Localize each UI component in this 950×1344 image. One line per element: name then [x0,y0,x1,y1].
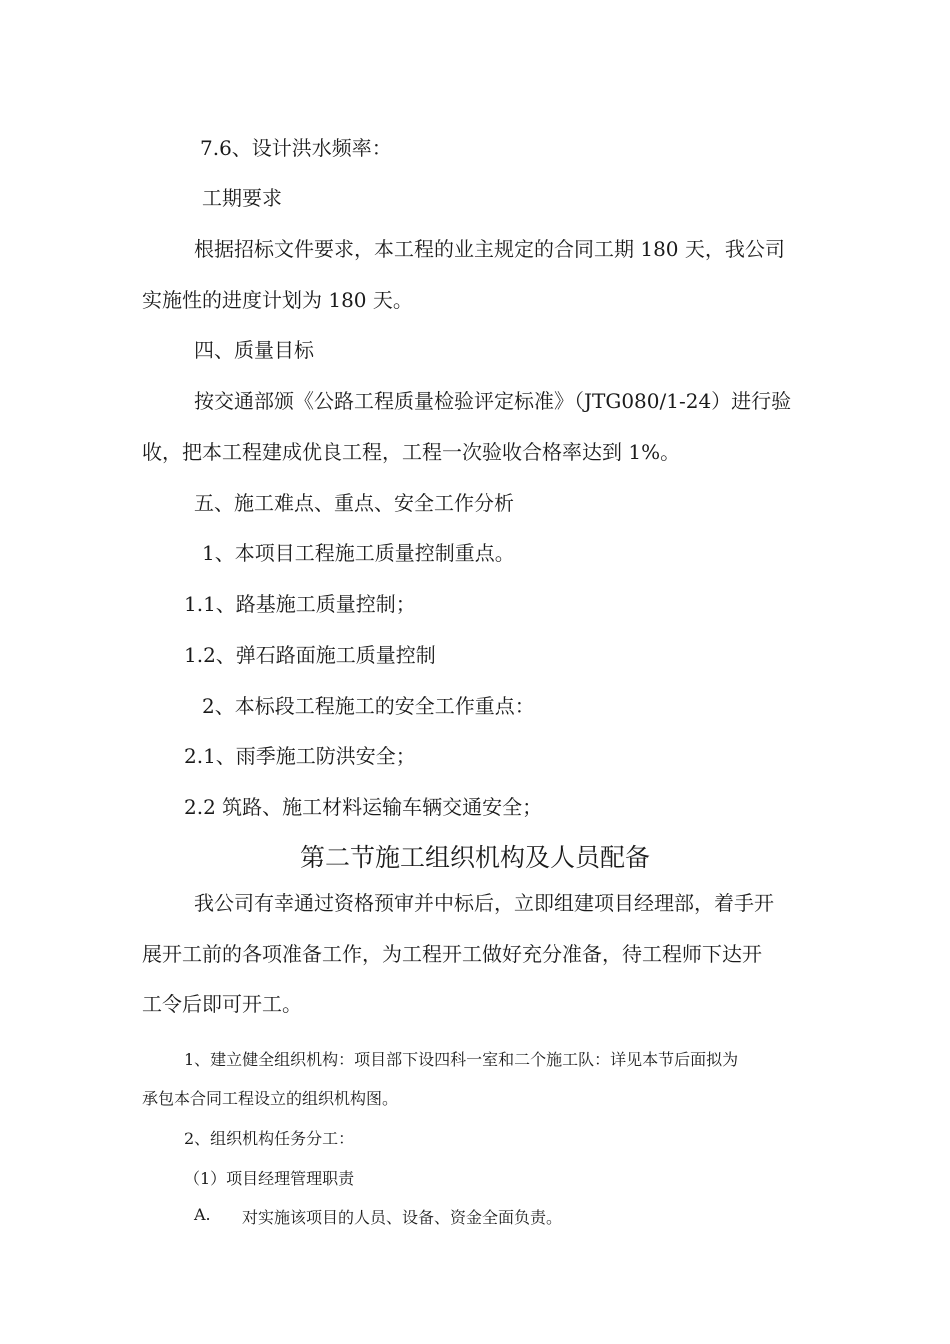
list-item: 2.2 筑路、施工材料运输车辆交通安全； [184,795,543,819]
paragraph-line: 按交通部颁《公路工程质量检验评定标准》（JTG080/1-24）进行验 [194,389,792,413]
list-item: 2.1、雨季施工防洪安全； [184,744,416,768]
section-heading-quality: 四、质量目标 [194,338,314,362]
paragraph-line: 工令后即可开工。 [142,992,302,1016]
list-item: 1、本项目工程施工质量控制重点。 [202,541,515,565]
list-item: 2、组织机构任务分工： [184,1129,355,1148]
list-item: 1.1、路基施工质量控制； [184,592,416,616]
section-heading-analysis: 五、施工难点、重点、安全工作分析 [194,491,514,515]
section-heading-flood-frequency: 7.6、设计洪水频率： [200,136,392,160]
paragraph-line: 展开工前的各项准备工作，为工程开工做好充分准备，待工程师下达开 [142,942,762,966]
paragraph-line: 承包本合同工程设立的组织机构图。 [142,1089,399,1108]
list-item: 1.2、弹石路面施工质量控制 [184,643,436,667]
paragraph-line: 1、建立健全组织机构：项目部下设四科一室和二个施工队：详见本节后面拟为 [184,1050,739,1069]
list-item: 2、本标段工程施工的安全工作重点： [202,694,535,718]
list-marker: A. [194,1205,211,1224]
section-title: 第二节施工组织机构及人员配备 [299,843,650,872]
paragraph-line: 实施性的进度计划为 180 天。 [142,288,413,312]
paragraph-line: 我公司有幸通过资格预审并中标后，立即组建项目经理部，着手开 [194,891,774,915]
paragraph-line: 根据招标文件要求，本工程的业主规定的合同工期 180 天，我公司 [194,237,785,261]
paragraph-line: 收，把本工程建成优良工程，工程一次验收合格率达到 1%。 [142,440,681,464]
list-item: （1）项目经理管理职责 [184,1169,355,1188]
section-heading-schedule: 工期要求 [202,186,282,210]
list-item: 对实施该项目的人员、设备、资金全面负责。 [242,1208,563,1227]
